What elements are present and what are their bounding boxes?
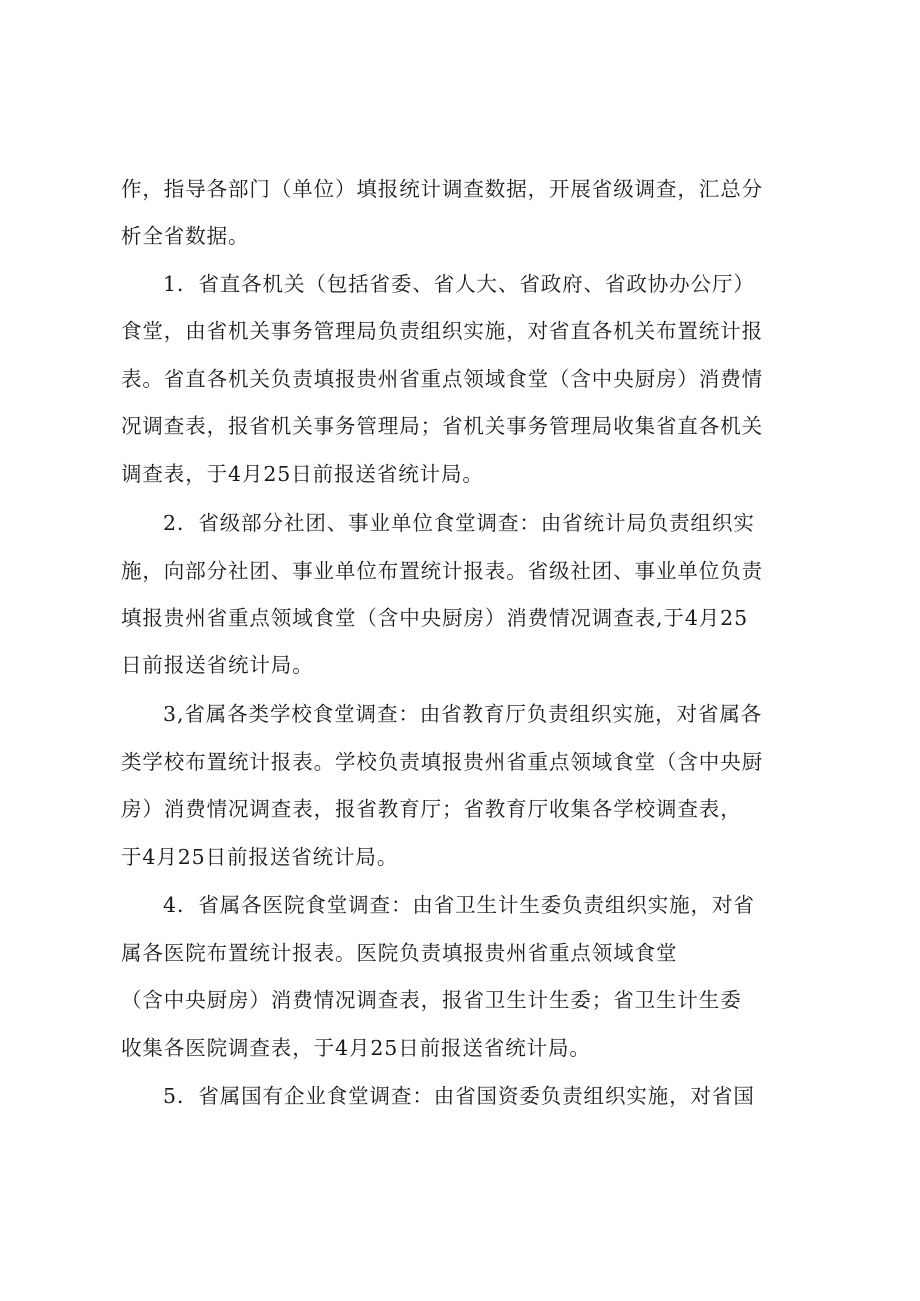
text-line: 5．省属国有企业食堂调查：由省国资委负责组织实施，对省国 bbox=[163, 1084, 755, 1108]
text-line: 类学校布置统计报表。学校负责填报贵州省重点领域食堂（含中央厨 bbox=[121, 750, 763, 774]
text-line: 表。省直各机关负责填报贵州省重点领域食堂（含中央厨房）消费情 bbox=[121, 367, 763, 391]
text-line: 作，指导各部门（单位）填报统计调查数据，开展省级调查，汇总分 bbox=[121, 177, 763, 201]
text-line: 日前报送省统计局。 bbox=[121, 653, 314, 677]
text-line: （含中央厨房）消费情况调查表，报省卫生计生委；省卫生计生委 bbox=[121, 988, 742, 1012]
text-line: 食堂，由省机关事务管理局负责组织实施，对省直各机关布置统计报 bbox=[121, 319, 763, 343]
text-line: 3,省属各类学校食堂调查：由省教育厅负责组织实施，对省属各 bbox=[163, 702, 763, 726]
text-line: 收集各医院调查表，于4月25日前报送省统计局。 bbox=[121, 1036, 591, 1060]
text-line: 填报贵州省重点领域食堂（含中央厨房）消费情况调查表,于4月25 bbox=[121, 606, 749, 630]
text-line: 房）消费情况调查表，报省教育厅；省教育厅收集各学校调查表， bbox=[121, 797, 742, 821]
text-line: 4．省属各医院食堂调查：由省卫生计生委负责组织实施，对省 bbox=[163, 893, 755, 917]
text-line: 施，向部分社团、事业单位布置统计报表。省级社团、事业单位负责 bbox=[121, 559, 763, 583]
text-line: 于4月25日前报送省统计局。 bbox=[121, 845, 399, 869]
text-line: 析全省数据。 bbox=[121, 224, 250, 248]
text-line: 属各医院布置统计报表。医院负责填报贵州省重点领域食堂 bbox=[121, 941, 678, 965]
text-line: 1．省直各机关（包括省委、省人大、省政府、省政协办公厅） bbox=[163, 272, 755, 296]
text-line: 况调查表，报省机关事务管理局；省机关事务管理局收集省直各机关 bbox=[121, 414, 763, 438]
text-line: 调查表，于4月25日前报送省统计局。 bbox=[121, 462, 484, 486]
text-line: 2．省级部分社团、事业单位食堂调查：由省统计局负责组织实 bbox=[163, 511, 755, 535]
